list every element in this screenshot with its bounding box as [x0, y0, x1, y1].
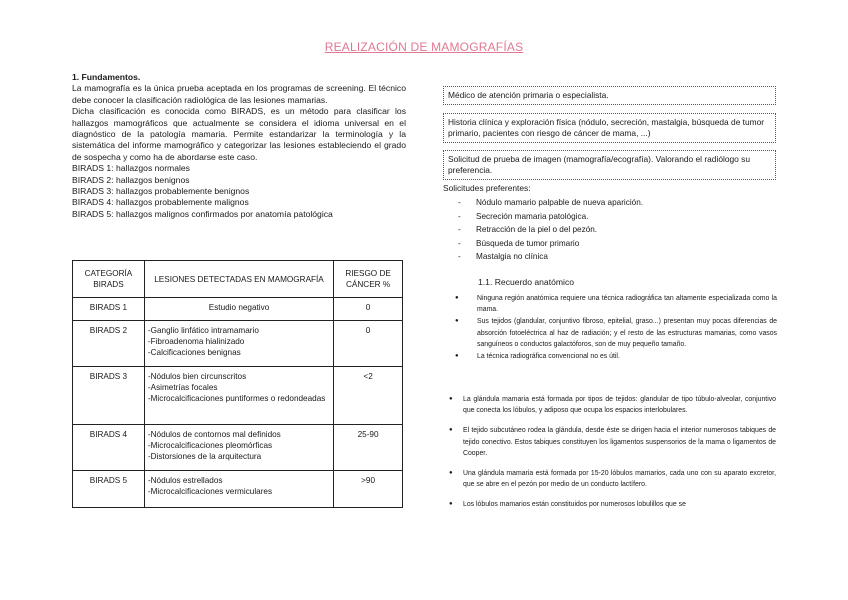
- list-item: - Búsqueda de tumor primario: [458, 238, 580, 248]
- list-item: ● Ninguna región anatómica requiere una técnica radiográfica tan altamente especializada como la mama.: [455, 293, 777, 315]
- table-header: LESIONES DETECTADAS EN MAMOGRAFÍA: [144, 261, 333, 298]
- cell-category: BIRADS 5: [73, 471, 145, 508]
- lesion-line: -Microcalcificaciones puntiformes o redondeadas: [147, 394, 326, 403]
- list-item: ● El tejido subcutáneo rodea la glándula, desde éste se dirigen hacia el interior numerosos tabiques de tejido conectivo. Estos tabiques constituyen los ligamentos suspensorios de la mama o ligamentos de Cooper.: [443, 425, 776, 459]
- lesion-line: -Asimetrías focales: [147, 383, 218, 392]
- cell-risk: <2: [334, 367, 403, 425]
- list-item: - Retracción de la piel o del pezón.: [458, 225, 598, 235]
- birads-line: BIRADS 1: hallazgos normales: [72, 163, 190, 174]
- paragraph: Dicha clasificación es conocida como BIRADS, es un método para clasificar los hallazgos mamográficos que actualmente se considera el idioma universal en el diagnóstico de la patología mamaria. Permite estandarizar la terminología y la sistemática del informe mamográfico y categorizar las lesiones estableciendo el grado de sospecha y como ha de abordarse este caso.: [72, 106, 406, 162]
- cell-category: BIRADS 2: [73, 321, 145, 367]
- section-heading: 1. Fundamentos.: [72, 72, 141, 82]
- anatomia-list: [455, 293, 777, 363]
- cell-lesions: Estudio negativo: [144, 298, 333, 321]
- solicitudes-heading: Solicitudes preferentes:: [443, 183, 531, 193]
- cell-category: BIRADS 1: [73, 298, 145, 321]
- anatomia-heading: 1.1. Recuerdo anatómico: [478, 277, 575, 287]
- lesion-line: -Microcalcificaciones pleomórficas: [147, 441, 273, 450]
- table-row: [73, 425, 403, 471]
- cell-lesions: [144, 425, 333, 471]
- birads-line: BIRADS 2: hallazgos benignos: [72, 174, 190, 185]
- lesion-line: -Nódulos bien circunscritos: [147, 372, 247, 381]
- lesion-line: -Fibroadenoma hialinizado: [147, 337, 245, 346]
- list-item: ● La glándula mamaria está formada por tipos de tejidos: glandular de tipo túbulo-alveolar, conjuntivo que conecta los lóbulos, y adiposo que ocupa los espacios interlobulares.: [443, 394, 776, 416]
- list-item: ● Una glándula mamaria está formada por 15-20 lóbulos mamarios, cada uno con su aparato excretor, que se abre en el pezón por medio de un conducto lactífero.: [443, 468, 776, 490]
- lesion-line: -Nódulos estrellados: [147, 476, 223, 485]
- birads-line: BIRADS 4: hallazgos probablemente malignos: [72, 197, 249, 208]
- page-title: REALIZACIÓN DE MAMOGRAFÍAS: [324, 40, 524, 54]
- flow-box-medico: Médico de atención primaria o especialista.: [443, 86, 776, 105]
- birads-line: BIRADS 3: hallazgos probablemente benignos: [72, 186, 250, 197]
- cell-risk: 0: [334, 298, 403, 321]
- list-item: ● La técnica radiográfica convencional no es útil.: [455, 351, 777, 362]
- table-row: [73, 367, 403, 425]
- cell-risk: >90: [334, 471, 403, 508]
- cell-category: BIRADS 3: [73, 367, 145, 425]
- lesion-line: -Distorsiones de la arquitectura: [147, 452, 262, 461]
- table-header: CATEGORÍA BIRADS: [73, 261, 145, 298]
- list-item: ● Los lóbulos mamarios están constituidos por numerosos lobulillos que se: [443, 499, 776, 510]
- cell-lesions: [144, 471, 333, 508]
- anatomia-list-2: [443, 394, 776, 511]
- list-item: - Nódulo mamario palpable de nueva aparición.: [458, 198, 644, 207]
- flow-box-solicitud: Solicitud de prueba de imagen (mamografía/ecografía). Valorando el radiólogo su preferencia.: [443, 150, 776, 180]
- flow-box-historia: Historia clínica y exploración física (nódulo, secreción, mastalgia, búsqueda de tumor primario, pacientes con riesgo de cáncer de mama, ...): [443, 113, 776, 143]
- table-row: [73, 298, 403, 321]
- fundamentos-section: [72, 72, 406, 220]
- paragraph: La mamografía es la única prueba aceptada en los programas de screening. El técnico debe conocer la clasificación radiológica de las lesiones mamarias.: [72, 83, 406, 105]
- cell-lesions: [144, 321, 333, 367]
- table-row: [73, 471, 403, 508]
- cell-lesions: [144, 367, 333, 425]
- lesion-line: -Ganglio linfático intramamario: [147, 326, 259, 335]
- lesion-line: -Microcalcificaciones vermiculares: [147, 487, 273, 496]
- lesion-line: -Nódulos de contornos mal definidos: [147, 430, 281, 439]
- solicitudes-list: [458, 196, 643, 264]
- birads-table: [72, 260, 403, 508]
- list-item: - Secreción mamaria patológica.: [458, 211, 589, 221]
- cell-risk: 0: [334, 321, 403, 367]
- cell-risk: 25-90: [334, 425, 403, 471]
- list-item: ● Sus tejidos (glandular, conjuntivo fibroso, epitelial, graso...) presentan muy pocas diferencias de absorción fotoeléctrica al haz de radiación; y el resto de las estructuras mamarias, como vasos sanguíneos o conductos galactóforos, son de muy pequeño tamaño.: [455, 316, 777, 350]
- table-row: [73, 321, 403, 367]
- table-header: RIESGO DE CÁNCER %: [334, 261, 403, 298]
- lesion-line: -Calcificaciones benignas: [147, 348, 241, 357]
- cell-category: BIRADS 4: [73, 425, 145, 471]
- birads-line: BIRADS 5: hallazgos malignos confirmados por anatomía patológica: [72, 208, 333, 219]
- list-item: - Mastalgia no clínica: [458, 252, 548, 262]
